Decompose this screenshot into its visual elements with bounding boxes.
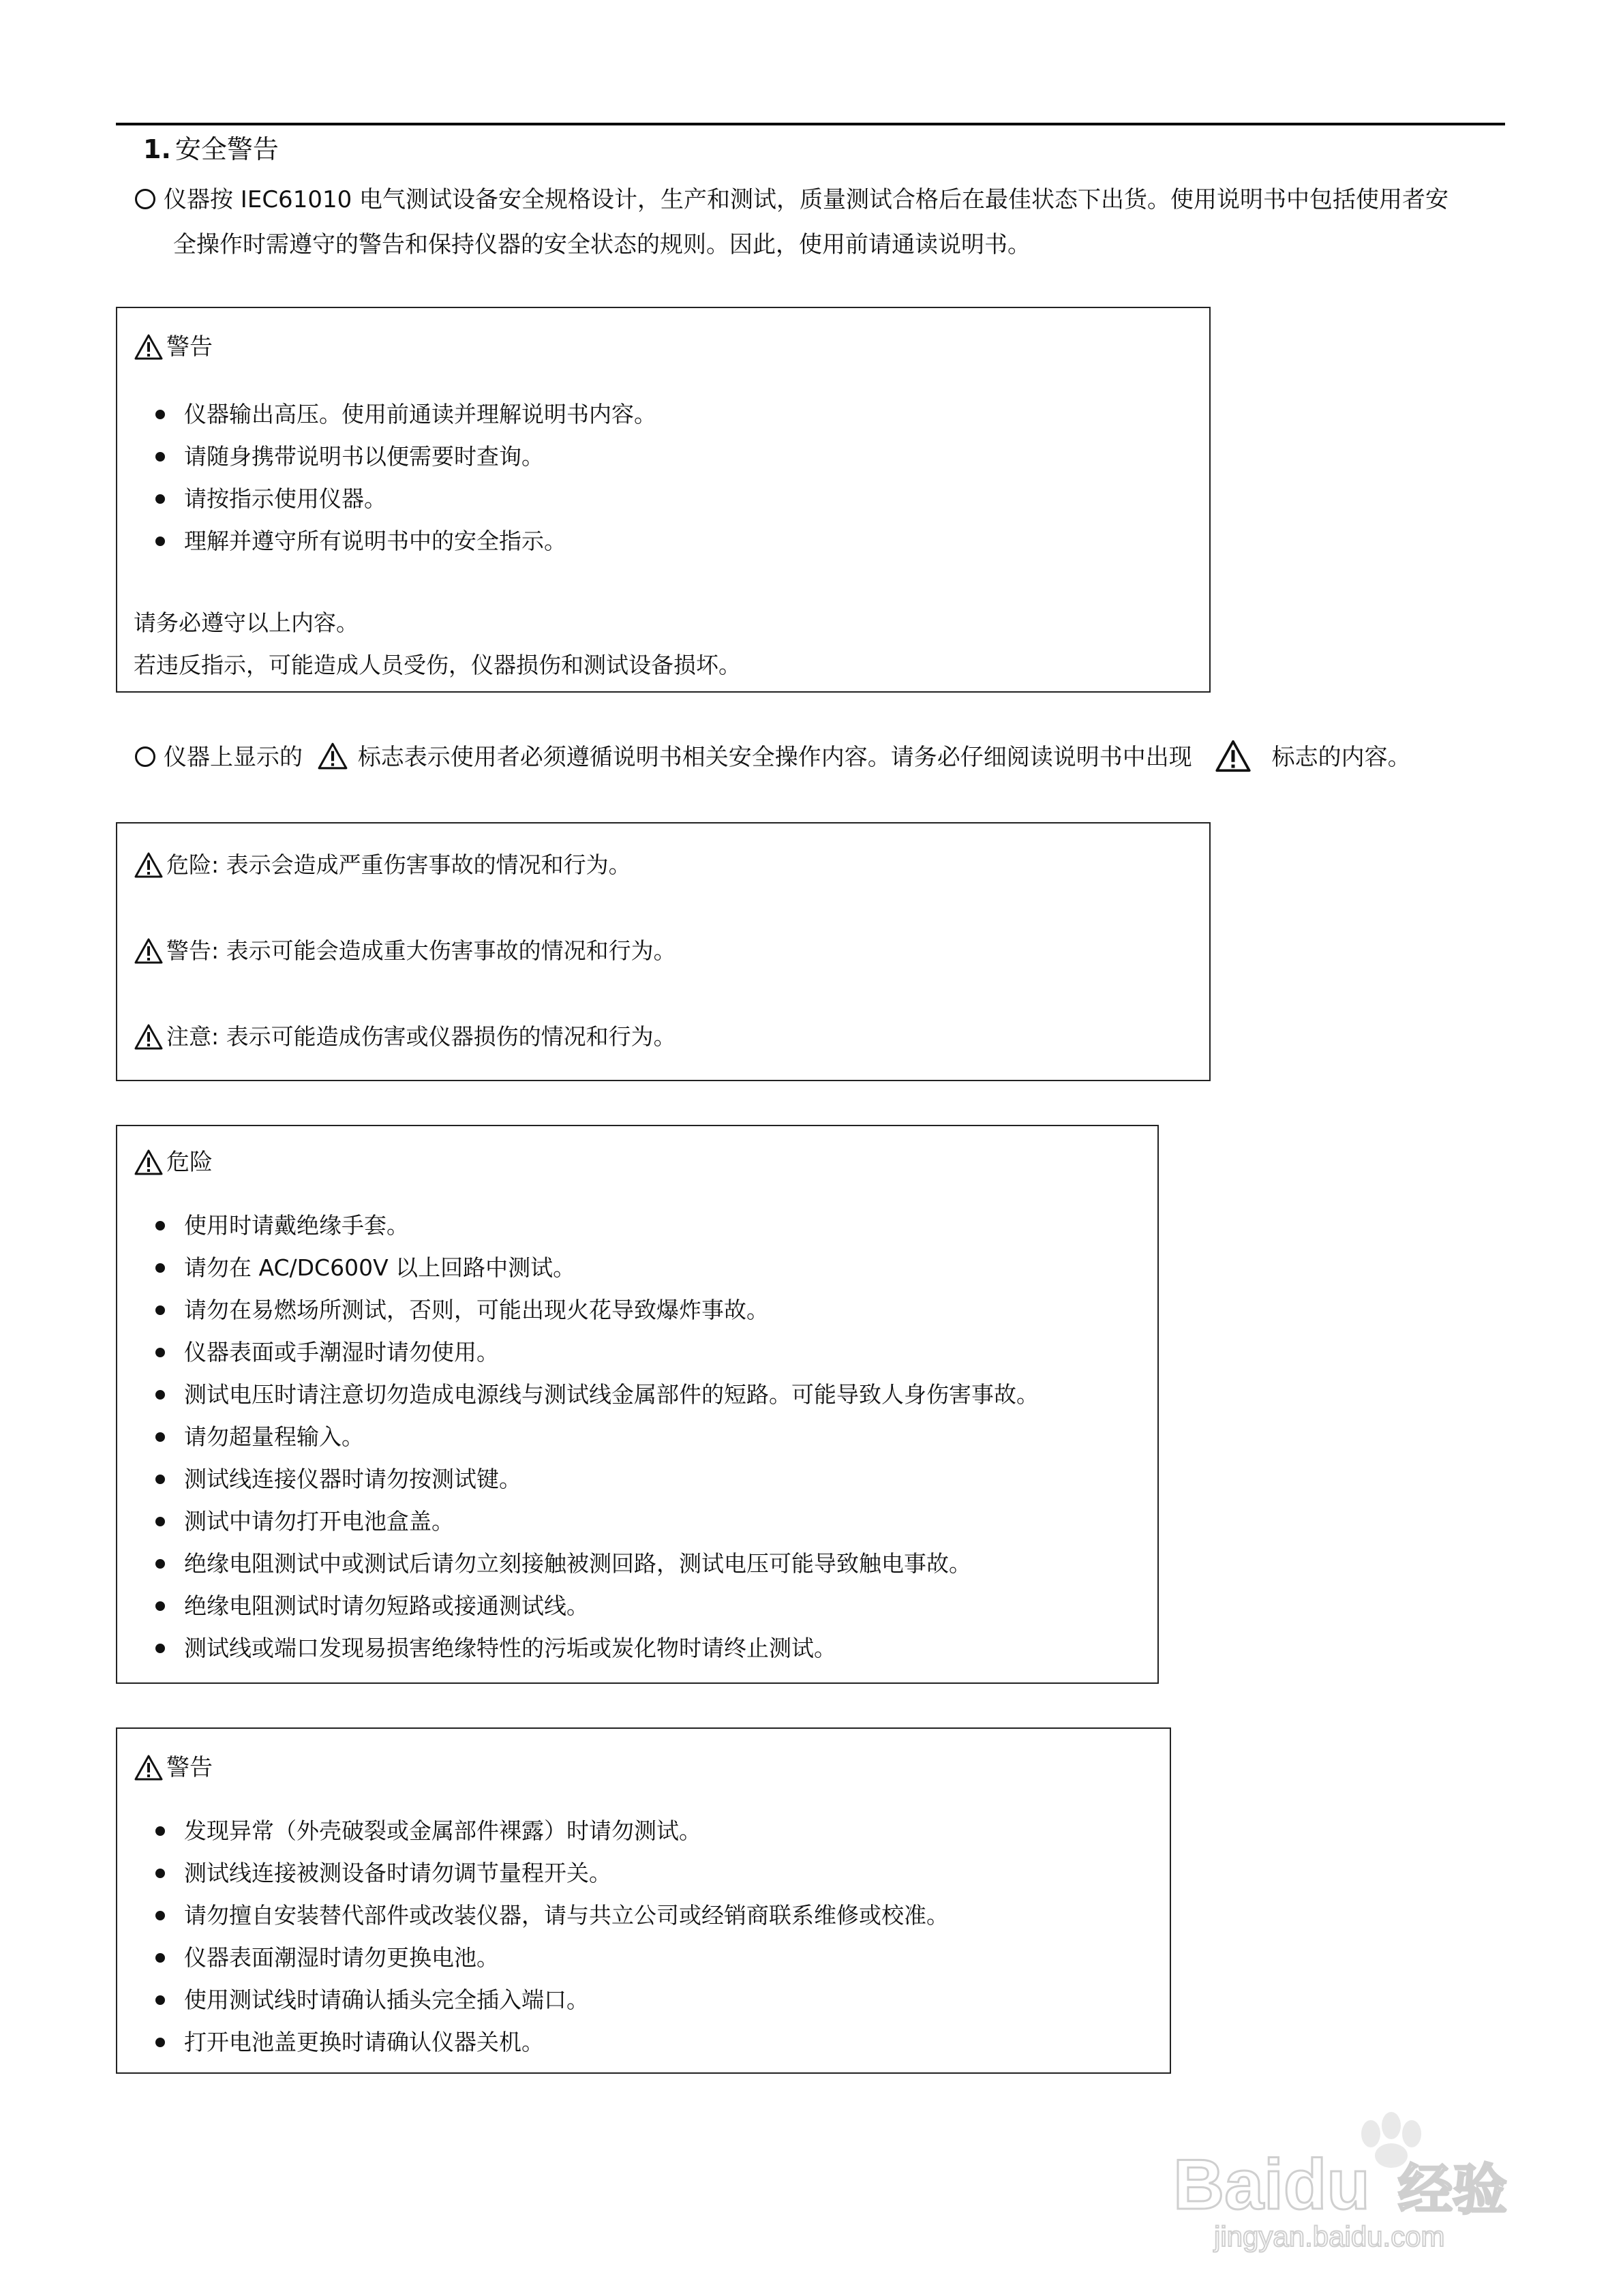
list-item: 理解并遵守所有说明书中的安全指示。	[184, 528, 566, 555]
symbol-explanation: 仪器上显示的 标志表示使用者必须遵循说明书相关安全操作内容。请务必仔细阅读说明书中出现 标志的内容。	[135, 735, 1411, 780]
watermark-brand-suffix: 经验	[1398, 2158, 1507, 2222]
warning-triangle-icon	[134, 1023, 164, 1051]
bullet-icon	[155, 1911, 165, 1920]
warning-box-title: 警告	[134, 1753, 213, 1782]
bullet-icon	[155, 410, 165, 419]
bullet-icon	[155, 1390, 165, 1400]
bullet-icon	[155, 1263, 165, 1273]
warning-triangle-icon	[134, 1148, 164, 1177]
intro-paragraph-line1: 仪器按 IEC61010 电气测试设备安全规格设计，生产和测试，质量测试合格后在最佳状态下出货。使用说明书中包括使用者安	[135, 177, 1448, 222]
baidu-jingyan-watermark	[1166, 2093, 1521, 2256]
compliance-note: 请务必遵守以上内容。	[134, 609, 359, 636]
list-item: 请勿在 AC/DC600V 以上回路中测试。	[184, 1254, 575, 1282]
bullet-icon	[155, 1601, 165, 1611]
list-item: 请勿超量程输入。	[184, 1423, 364, 1451]
warning-triangle-icon	[1212, 739, 1254, 773]
list-item: 仪器表面潮湿时请勿更换电池。	[184, 1944, 499, 1972]
bullet-icon	[155, 1559, 165, 1569]
bullet-icon	[155, 1305, 165, 1315]
list-item: 使用测试线时请确认插头完全插入端口。	[184, 1987, 589, 2014]
warning-triangle-icon	[134, 851, 164, 879]
list-item: 测试线或端口发现易损害绝缘特性的污垢或炭化物时请终止测试。	[184, 1635, 836, 1662]
bullet-icon	[155, 1517, 165, 1526]
bullet-icon	[155, 537, 165, 546]
danger-box-title: 危险	[134, 1148, 213, 1177]
definitions-box	[116, 822, 1211, 1081]
definition-danger: 危险 : 表示会造成严重伤害事故的情况和行为。	[134, 851, 631, 879]
list-item: 发现异常（外壳破裂或金属部件裸露）时请勿测试。	[184, 1817, 701, 1845]
warning-box-general	[116, 307, 1211, 693]
bullet-icon	[155, 1432, 165, 1442]
warning-triangle-icon	[317, 741, 348, 771]
bullet-icon	[155, 452, 165, 462]
watermark-url: jingyan.baidu.com	[1214, 2220, 1445, 2252]
circle-bullet-icon	[135, 746, 155, 767]
list-item: 请勿擅自安装替代部件或改装仪器，请与共立公司或经销商联系维修或校准。	[184, 1902, 949, 1929]
watermark-brand: Baidu	[1173, 2145, 1370, 2224]
warning-box-title: 警告	[134, 333, 213, 361]
section-heading	[143, 134, 279, 165]
danger-box	[116, 1125, 1159, 1684]
bullet-icon	[155, 1644, 165, 1653]
warning-triangle-icon	[134, 333, 164, 361]
bullet-icon	[155, 1348, 165, 1357]
bullet-icon	[155, 2038, 165, 2047]
list-item: 绝缘电阻测试中或测试后请勿立刻接触被测回路，测试电压可能导致触电事故。	[184, 1550, 971, 1577]
bullet-icon	[155, 1995, 165, 2005]
bullet-icon	[155, 1221, 165, 1230]
section-title: 安全警告	[175, 134, 279, 164]
section-number: 1.	[143, 134, 171, 164]
list-item: 请随身携带说明书以便需要时查询。	[184, 443, 544, 470]
violation-note: 若违反指示，可能造成人员受伤，仪器损伤和测试设备损坏。	[134, 652, 741, 678]
list-item: 打开电池盖更换时请确认仪器关机。	[184, 2029, 544, 2056]
list-item: 测试中请勿打开电池盒盖。	[184, 1508, 454, 1535]
bullet-icon	[155, 1869, 165, 1878]
list-item: 请勿在易燃场所测试，否则，可能出现火花导致爆炸事故。	[184, 1297, 769, 1324]
bullet-icon	[155, 1826, 165, 1836]
definition-caution: 注意 : 表示可能造成伤害或仪器损伤的情况和行为。	[134, 1023, 676, 1051]
definition-warning: 警告 : 表示可能会造成重大伤害事故的情况和行为。	[134, 937, 676, 965]
warning-box-handling	[116, 1727, 1171, 2074]
warning-triangle-icon	[134, 937, 164, 965]
circle-bullet-icon	[135, 189, 155, 209]
list-item: 绝缘电阻测试时请勿短路或接通测试线。	[184, 1592, 589, 1620]
bullet-icon	[155, 494, 165, 504]
list-item: 测试线连接仪器时请勿按测试键。	[184, 1466, 521, 1493]
bullet-icon	[155, 1475, 165, 1484]
list-item: 测试线连接被测设备时请勿调节量程开关。	[184, 1860, 611, 1887]
list-item: 仪器表面或手潮湿时请勿使用。	[184, 1339, 499, 1366]
top-rule	[116, 123, 1505, 125]
list-item: 使用时请戴绝缘手套。	[184, 1212, 409, 1239]
warning-triangle-icon	[134, 1753, 164, 1782]
list-item: 仪器输出高压。使用前通读并理解说明书内容。	[184, 401, 656, 428]
bullet-icon	[155, 1953, 165, 1963]
list-item: 请按指示使用仪器。	[184, 485, 386, 513]
list-item: 测试电压时请注意切勿造成电源线与测试线金属部件的短路。可能导致人身伤害事故。	[184, 1381, 1039, 1408]
intro-paragraph-line2: 全操作时需遵守的警告和保持仪器的安全状态的规则。因此，使用前请通读说明书。	[173, 231, 1031, 258]
